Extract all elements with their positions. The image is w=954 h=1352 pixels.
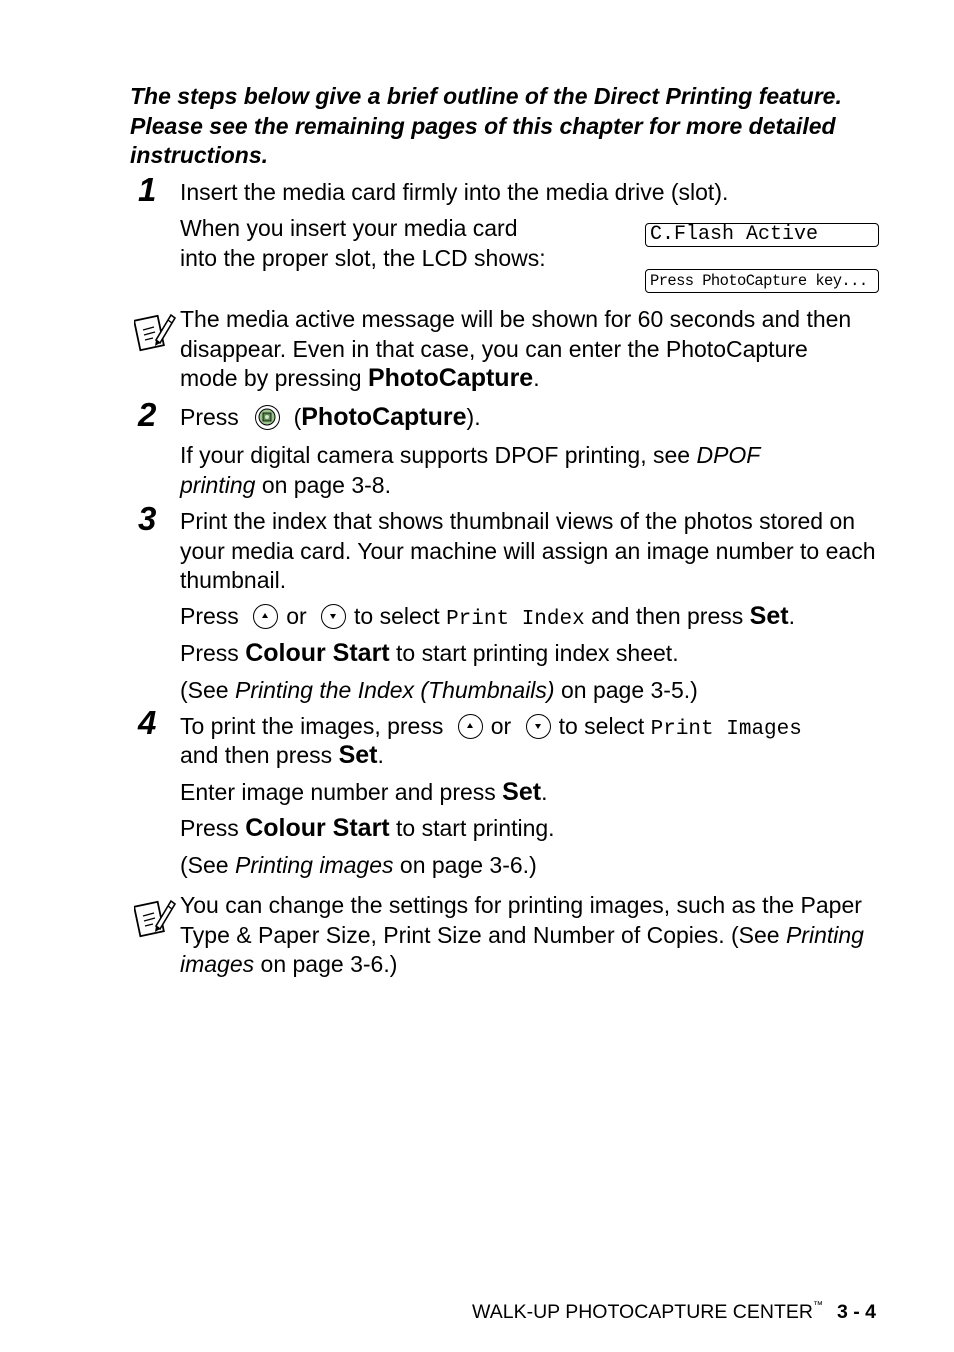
footer-title: WALK-UP PHOTOCAPTURE CENTER — [472, 1301, 813, 1323]
step-4-set-key: Set — [338, 741, 378, 769]
lcd-display-line-1: C.Flash Active — [645, 223, 879, 247]
footer-trademark: ™ — [812, 1300, 823, 1311]
step-4-set-key-2: Set — [502, 778, 542, 806]
step-2-press: Press — [180, 404, 239, 430]
note-pencil-icon — [134, 896, 176, 938]
step-4-or: or — [490, 713, 512, 739]
step-4-see-link: Printing images — [234, 852, 394, 878]
step-4-then: and then press — [180, 742, 333, 768]
step-2-text — [180, 403, 880, 433]
step-3-paragraph: Print the index that shows thumbnail views of the photos stored on your media card. Your machine will assign an image number to each thumbnail. — [180, 508, 876, 593]
step-4-colour-line — [180, 814, 880, 844]
step-1-number: 1 — [138, 171, 157, 208]
step-3-or: or — [286, 603, 307, 629]
note-1-text — [180, 305, 870, 394]
step-2-paren-open: ( — [293, 404, 302, 430]
step-4-select-line — [180, 712, 880, 745]
intro-paragraph: The steps below give a brief outline of the Direct Printing feature. Please see the remaining pages of this chapter for more detailed instructions. — [130, 83, 842, 168]
step-3-colour-line — [180, 639, 880, 669]
step-2-dpof-link: DPOF printing — [180, 442, 760, 498]
step-4-colour-start-key: Colour Start — [245, 814, 390, 842]
note-2-body: You can change the settings for printing images, such as the Paper Type & Paper Size, Print Size and Number of Copies. (See — [180, 892, 862, 948]
note-1-end: . — [533, 365, 540, 391]
note-2-text — [180, 891, 870, 980]
down-arrow-key-icon — [321, 604, 346, 629]
step-3-number: 3 — [138, 500, 157, 537]
step-4-dot-2: . — [541, 779, 548, 805]
note-pencil-icon — [134, 310, 176, 352]
step-3-select-line — [180, 602, 880, 635]
step-4-press2: Press — [180, 815, 239, 841]
page-footer — [472, 1300, 876, 1324]
step-4-see-line — [180, 851, 880, 881]
step-4-then-line — [180, 741, 880, 771]
lcd-display-line-2: Press PhotoCapture key... — [645, 269, 879, 293]
step-3-dot: . — [788, 603, 795, 629]
down-arrow-key-icon — [526, 714, 551, 739]
step-4-press: To print the images, press — [180, 713, 444, 739]
step-4-see-c: on page 3-6.) — [393, 852, 537, 878]
step-4-dot: . — [377, 742, 384, 768]
step-3-press2: Press — [180, 640, 239, 666]
step-4-see-a: (See — [180, 852, 235, 878]
step-4-to-select: to select — [558, 713, 645, 739]
step-2-key: PhotoCapture — [301, 403, 467, 431]
step-3-see-link: Printing the Index (Thumbnails) — [234, 677, 555, 703]
step-3-see-a: (See — [180, 677, 235, 703]
note-1-key: PhotoCapture — [367, 364, 534, 392]
step-4-number: 4 — [138, 704, 157, 741]
step-1-text: Insert the media card firmly into the media drive (slot). — [180, 179, 729, 205]
step-3-set-key: Set — [749, 602, 789, 630]
step-4-rest: to start printing. — [396, 815, 555, 841]
step-2-dpof-c: on page 3-8. — [255, 471, 391, 498]
step-2-number: 2 — [138, 396, 157, 433]
step-3-menu-print-index: Print Index — [446, 608, 585, 631]
step-2-dpof-a: If your digital camera supports DPOF printing, see — [180, 442, 697, 468]
step-3-see-c: on page 3-5.) — [554, 677, 698, 703]
note-2-end: on page 3-6.) — [254, 951, 398, 977]
note-1-body: The media active message will be shown for 60 seconds and then disappear. Even in that case, you can enter the PhotoCapture mode by pressing — [180, 306, 852, 391]
step-2-paren-close: ). — [466, 404, 481, 430]
step-1-lcd-intro-b: into the proper slot, the LCD shows: — [180, 245, 546, 271]
step-1-lcd-intro-a: When you insert your media card — [180, 215, 518, 241]
up-arrow-key-icon — [253, 604, 278, 629]
step-3-press: Press — [180, 603, 239, 629]
note-2-link: Printing images — [180, 921, 864, 977]
step-4-enter-line — [180, 778, 880, 808]
step-4-menu-print-images: Print Images — [650, 718, 802, 741]
step-3-rest: to start printing index sheet. — [396, 640, 679, 666]
page-number: 3 - 4 — [836, 1301, 876, 1323]
step-3-colour-start-key: Colour Start — [245, 639, 390, 667]
step-3-to-select: to select — [354, 603, 440, 629]
step-3-then: and then press — [591, 603, 744, 629]
step-4-enter: Enter image number and press — [180, 779, 496, 805]
step-3-see-line — [180, 676, 880, 706]
step-2-dpof-text — [180, 441, 830, 500]
photocapture-key-icon — [255, 405, 280, 430]
up-arrow-key-icon — [458, 714, 483, 739]
